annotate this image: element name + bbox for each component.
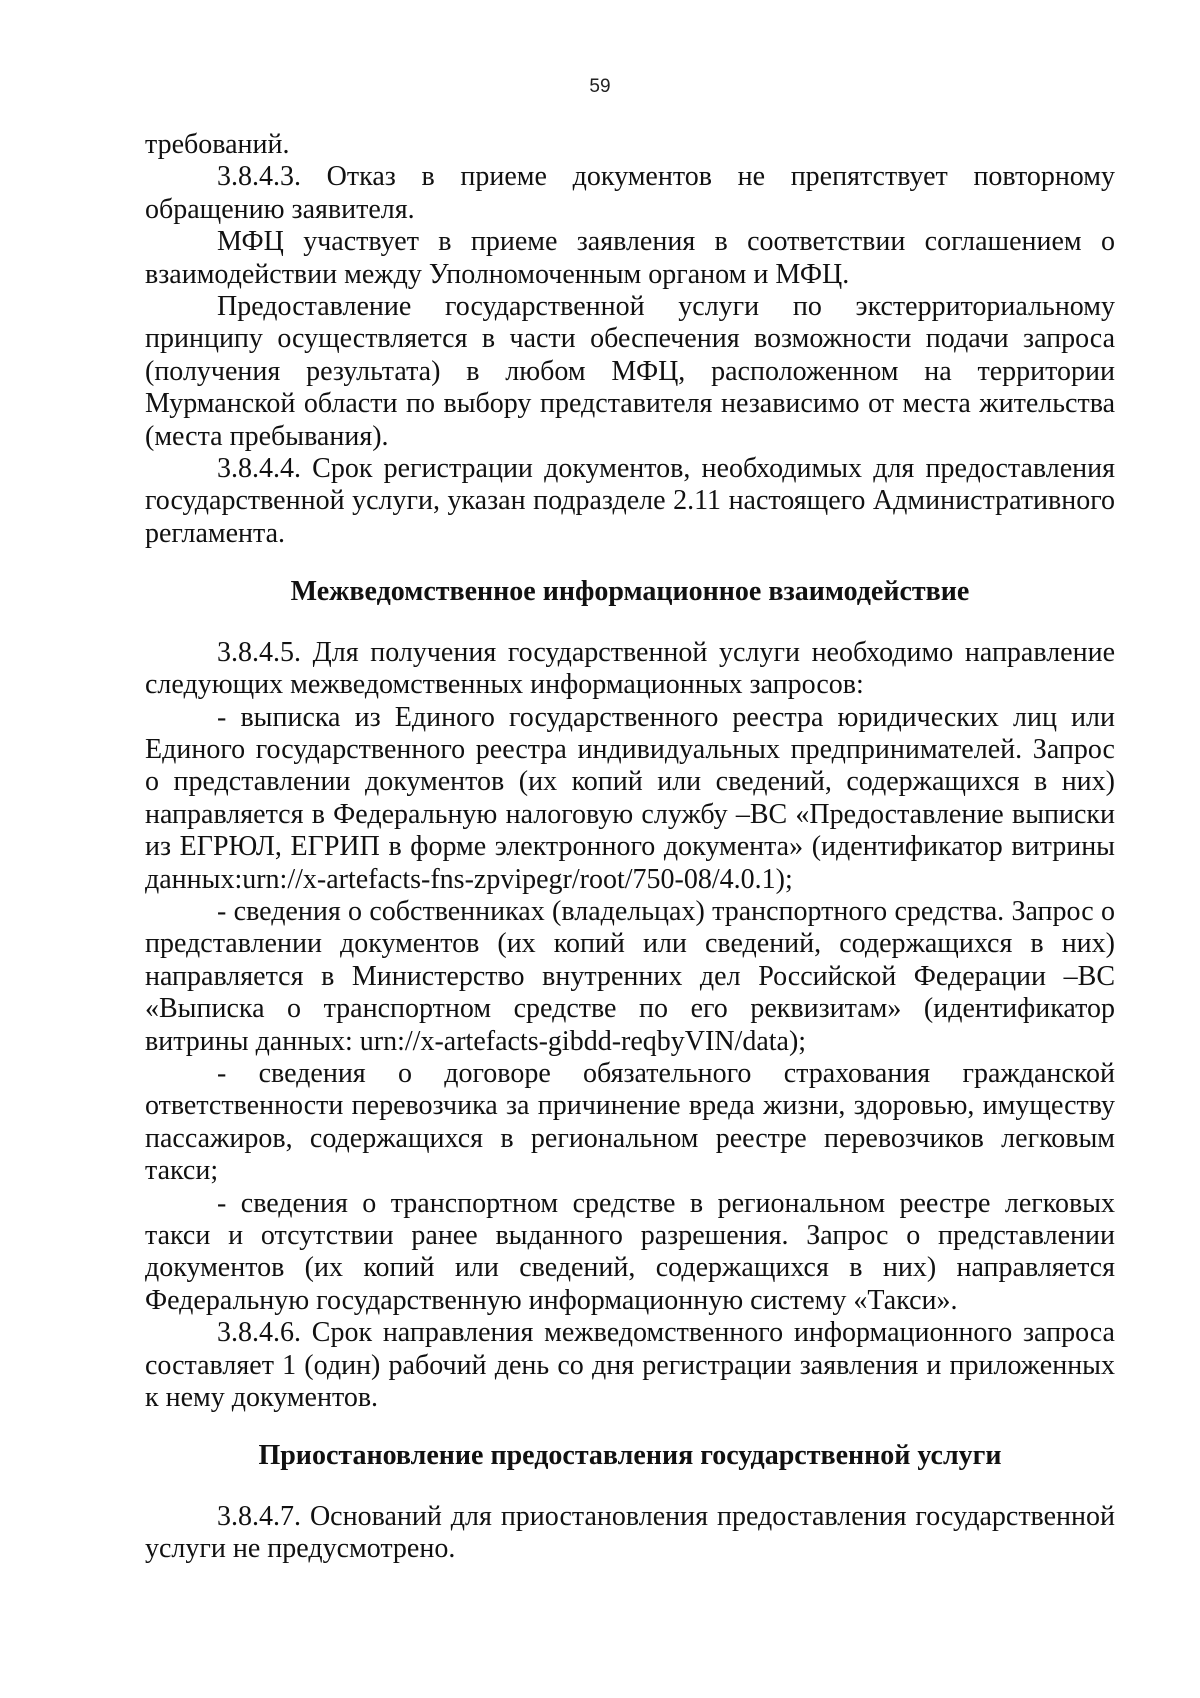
document-body — [145, 129, 1115, 1566]
list-item: - сведения о собственниках (владельцах) транспортного средства. Запрос о представлении документов (их копий или сведений, содержащихся в них) направляется в Министерство внутренних дел Российской Федерации –ВС «Выписка о транспортном средстве по его реквизитам» (идентификатор витрины данных: urn://x-artefacts-gibdd-reqbyVIN/data); — [145, 895, 1115, 1057]
list-item: - сведения о договоре обязательного страхования гражданской ответственности перевозчика за причинение вреда жизни, здоровью, имуществу пассажиров, содержащихся в региональном реестре перевозчиков легковым такси; — [145, 1057, 1115, 1187]
paragraph: 3.8.4.4. Срок регистрации документов, необходимых для предоставления государственной услуги, указан подразделе 2.11 настоящего Административного регламента. — [145, 453, 1115, 549]
paragraph: 3.8.4.7. Оснований для приостановления предоставления государственной услуги не предусмотрено. — [145, 1500, 1115, 1565]
list-item: - выписка из Единого государственного реестра юридических лиц или Единого государственного реестра индивидуальных предпринимателей. Запрос о представлении документов (их копий или сведений, содержащихся в них) направляется в Федеральную налоговую службу –ВС «Предоставление выписки из ЕГРЮЛ, ЕГРИП в форме электронного документа» (идентификатор витрины данных:urn://x-artefacts-fns-zpvipegr/root/750-08/4.0.1); — [145, 701, 1115, 895]
paragraph: МФЦ участвует в приеме заявления в соответствии соглашением о взаимодействии между Уполномоченным органом и МФЦ. — [145, 226, 1115, 290]
paragraph: требований. — [145, 129, 290, 160]
page-number: 59 — [589, 76, 611, 97]
paragraph: 3.8.4.5. Для получения государственной услуги необходимо направление следующих межведомственных информационных запросов: — [145, 636, 1115, 701]
list-item: - сведения о транспортном средстве в региональном реестре легковых такси и отсутствии ранее выданного разрешения. Запрос о представлении документов (их копий или сведений, содержащихся в них) направляется Федеральную государственную информационную систему «Такси». — [145, 1187, 1115, 1316]
section-heading-interagency: Межведомственное информационное взаимодействие — [290, 576, 970, 608]
section-heading-suspension: Приостановление предоставления государственной услуги — [258, 1440, 1002, 1472]
paragraph: Предоставление государственной услуги по экстерриториальному принципу осуществляется в части обеспечения возможности подачи запроса (получения результата) в любом МФЦ, расположенном на территории Мурманской области по выбору представителя независимо от места жительства (места пребывания). — [145, 291, 1115, 452]
paragraph: 3.8.4.6. Срок направления межведомственного информационного запроса составляет 1 (один) рабочий день со дня регистрации заявления и приложенных к нему документов. — [145, 1317, 1115, 1414]
paragraph: 3.8.4.3. Отказ в приеме документов не препятствует повторному обращению заявителя. — [145, 161, 1115, 225]
